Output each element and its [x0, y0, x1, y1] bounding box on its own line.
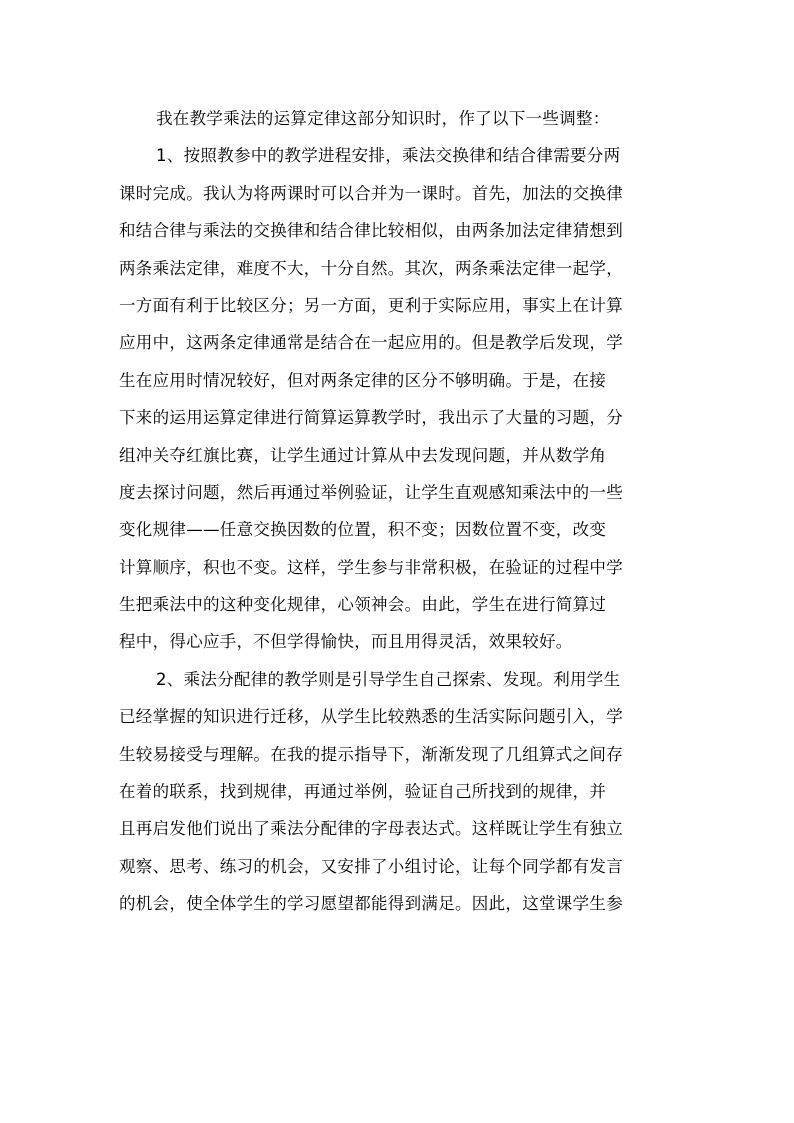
- paragraph-1-line: 和结合律与乘法的交换律和结合律比较相似，由两条加法定律猜想到: [119, 221, 623, 241]
- paragraph-1-line: 生在应用时情况较好，但对两条定律的区分不够明确。于是，在接: [119, 370, 607, 390]
- paragraph-2-line: 观察、思考、练习的机会，又安排了小组讨论，让每个同学都有发言: [119, 856, 623, 876]
- paragraph-1-line: 度去探讨问题，然后再通过举例验证，让学生直观感知乘法中的一些: [119, 482, 623, 502]
- paragraph-2-line: 在着的联系，找到规律，再通过举例，验证自己所找到的规律，并: [119, 782, 607, 802]
- paragraph-1-line: 计算顺序，积也不变。这样，学生参与非常积极，在验证的过程中学: [119, 557, 623, 577]
- paragraph-1-line: 1、按照教参中的教学进程安排，乘法交换律和结合律需要分两: [156, 146, 621, 166]
- paragraph-1-line: 程中，得心应手，不但学得愉快，而且用得灵活，效果较好。: [119, 632, 573, 652]
- paragraph-2-line: 已经掌握的知识进行迁移，从学生比较熟悉的生活实际问题引入，学: [119, 707, 623, 727]
- paragraph-1-line: 下来的运用运算定律进行简算运算教学时，我出示了大量的习题，分: [119, 408, 623, 428]
- paragraph-2-line: 的机会，使全体学生的学习愿望都能得到满足。因此，这堂课学生参: [119, 894, 623, 914]
- paragraph-1-line: 变化规律——任意交换因数的位置，积不变；因数位置不变，改变: [119, 520, 607, 540]
- paragraph-2-line: 且再启发他们说出了乘法分配律的字母表达式。这样既让学生有独立: [119, 819, 623, 839]
- paragraph-1-line: 组冲关夺红旗比赛，让学生通过计算从中去发现问题，并从数学角: [119, 445, 607, 465]
- paragraph-1-line: 生把乘法中的这种变化规律，心领神会。由此，学生在进行简算过: [119, 595, 607, 615]
- paragraph-1-line: 课时完成。我认为将两课时可以合并为一课时。首先，加法的交换律: [119, 183, 623, 203]
- paragraph-2-line: 生较易接受与理解。在我的提示指导下，渐渐发现了几组算式之间存: [119, 744, 623, 764]
- paragraph-1-line: 一方面有利于比较区分；另一方面，更利于实际应用，事实上在计算: [119, 295, 623, 315]
- paragraph-1-line: 应用中，这两条定律通常是结合在一起应用的。但是教学后发现，学: [119, 333, 623, 353]
- paragraph-2-line: 2、乘法分配律的教学则是引导学生自己探索、发现。利用学生: [156, 669, 621, 689]
- paragraph-1-line: 两条乘法定律，难度不大，十分自然。其次，两条乘法定律一起学，: [119, 258, 623, 278]
- document-body: [119, 100, 686, 923]
- paragraph-intro-line: 我在教学乘法的运算定律这部分知识时，作了以下一些调整：: [156, 109, 610, 128]
